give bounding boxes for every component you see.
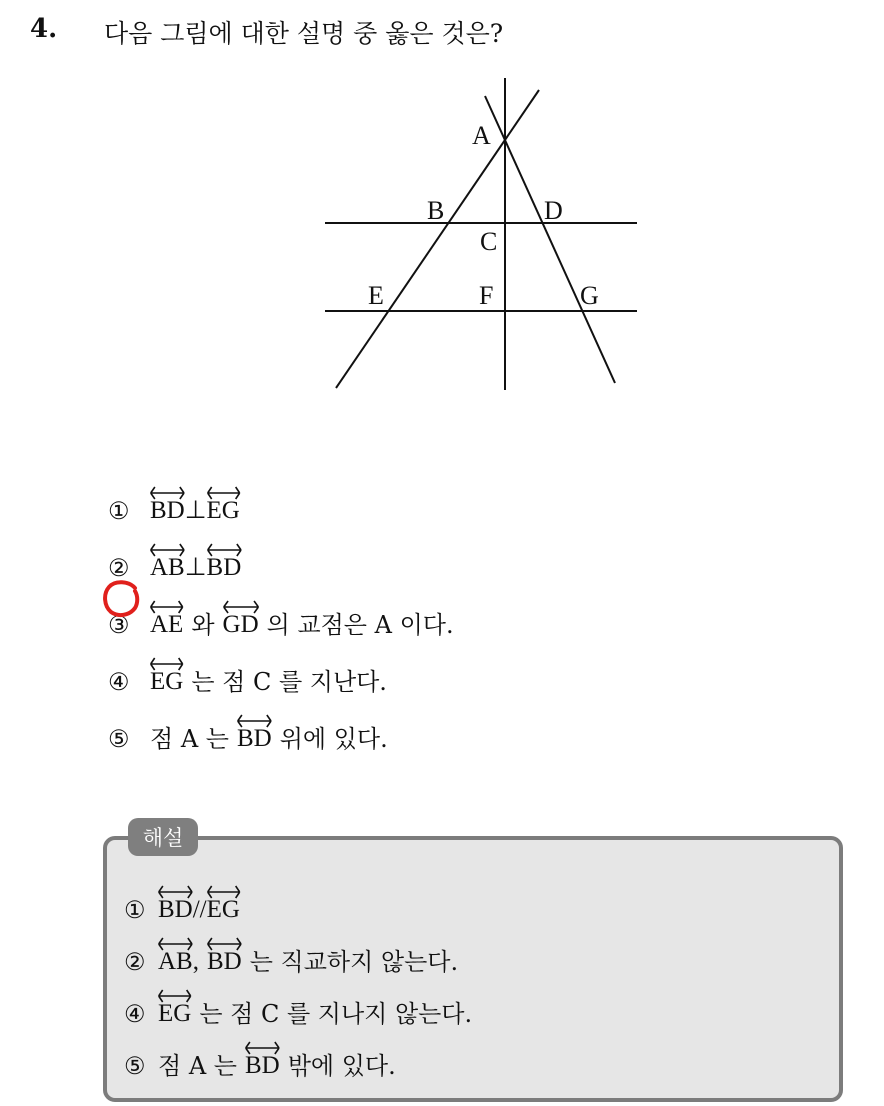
line-AE [336, 90, 539, 388]
choice-text: 위에 있다. [279, 725, 388, 753]
red-circle-stroke [105, 582, 137, 615]
double-arrow-icon [158, 988, 191, 1002]
choice-number: ③ [108, 611, 130, 639]
explanation-line [124, 1026, 472, 1078]
ray-notation: AB [158, 936, 193, 974]
choice-number: ① [124, 896, 146, 924]
ray-notation: EG [158, 988, 191, 1026]
double-arrow-icon [207, 542, 242, 556]
double-arrow-icon [207, 884, 240, 898]
choice-number: ① [108, 497, 130, 525]
explanation-text: 점 A 는 [158, 1052, 237, 1080]
label-G: G [580, 281, 599, 310]
geometry-figure [0, 0, 884, 420]
double-arrow-icon [158, 936, 193, 950]
double-arrow-icon [237, 713, 272, 727]
arrow-stroke [208, 938, 241, 950]
double-arrow-icon [150, 542, 185, 556]
choice-number: ② [108, 554, 130, 582]
double-arrow-icon [150, 656, 183, 670]
label-D: D [544, 196, 563, 225]
explanation-text: 는 직교하지 않는다. [249, 948, 459, 976]
choice-number: ④ [124, 1000, 146, 1028]
arrow-stroke [151, 544, 184, 556]
ray-notation: BD [245, 1040, 280, 1078]
ray-notation: BD [207, 542, 242, 580]
label-A: A [472, 121, 491, 150]
arrow-stroke [151, 487, 184, 499]
choice-text: 는 점 C 를 지난다. [191, 668, 387, 696]
explanation-text: 밖에 있다. [287, 1052, 396, 1080]
arrow-stroke [159, 990, 191, 1002]
arrow-stroke [159, 886, 192, 898]
ray-notation: BD [150, 485, 185, 523]
parallel-symbol: // [192, 896, 207, 923]
ray-notation: BD [237, 713, 272, 751]
comma: , [192, 948, 199, 975]
choice-4[interactable] [108, 637, 454, 694]
answer-circle-mark [102, 578, 142, 618]
ray-notation: EG [150, 656, 183, 694]
perpendicular-symbol: ⊥ [184, 497, 207, 524]
label-B: B [427, 196, 445, 225]
double-arrow-icon [207, 485, 240, 499]
explanation-line [124, 922, 472, 974]
explanation-lines [124, 870, 472, 1078]
arrow-stroke [151, 658, 183, 670]
double-arrow-icon [158, 884, 193, 898]
choice-5[interactable] [108, 694, 454, 751]
double-arrow-icon [245, 1040, 280, 1054]
question-number: 4. [30, 14, 58, 44]
double-arrow-icon [150, 599, 183, 613]
arrow-stroke [246, 1042, 279, 1054]
ray-notation: BD [158, 884, 193, 922]
label-F: F [479, 281, 494, 310]
ray-notation: AE [150, 599, 183, 637]
choice-number: ④ [108, 668, 130, 696]
choice-number: ⑤ [108, 725, 130, 753]
choice-number: ② [124, 948, 146, 976]
double-arrow-icon [223, 599, 259, 613]
ray-notation: EG [207, 884, 240, 922]
ray-notation: EG [207, 485, 240, 523]
arrow-stroke [238, 715, 271, 727]
arrow-stroke [223, 601, 258, 613]
ray-notation: GD [223, 599, 259, 637]
explanation-line [124, 870, 472, 922]
arrow-stroke [207, 886, 239, 898]
question-text: 다음 그림에 대한 설명 중 옳은 것은? [104, 19, 504, 48]
choice-1[interactable] [108, 466, 454, 523]
choice-text: 의 교점은 A 이다. [266, 611, 454, 639]
arrow-stroke [159, 938, 192, 950]
choice-3[interactable] [108, 580, 454, 637]
explanation-text: 는 점 C 를 지나지 않는다. [199, 1000, 473, 1028]
perpendicular-symbol: ⊥ [184, 554, 207, 581]
arrow-stroke [151, 601, 183, 613]
ray-notation: AB [150, 542, 185, 580]
answer-choices [108, 466, 454, 751]
label-E: E [368, 281, 384, 310]
arrow-stroke [207, 487, 239, 499]
choice-text: 와 [191, 611, 215, 639]
ray-notation: BD [207, 936, 242, 974]
choice-text: 점 A 는 [150, 725, 229, 753]
choice-2[interactable] [108, 523, 454, 580]
choice-number: ⑤ [124, 1052, 146, 1080]
label-C: C [480, 227, 498, 256]
explanation-line [124, 974, 472, 1026]
double-arrow-icon [150, 485, 185, 499]
explanation-title: 해설 [128, 818, 198, 856]
arrow-stroke [207, 544, 240, 556]
double-arrow-icon [207, 936, 242, 950]
